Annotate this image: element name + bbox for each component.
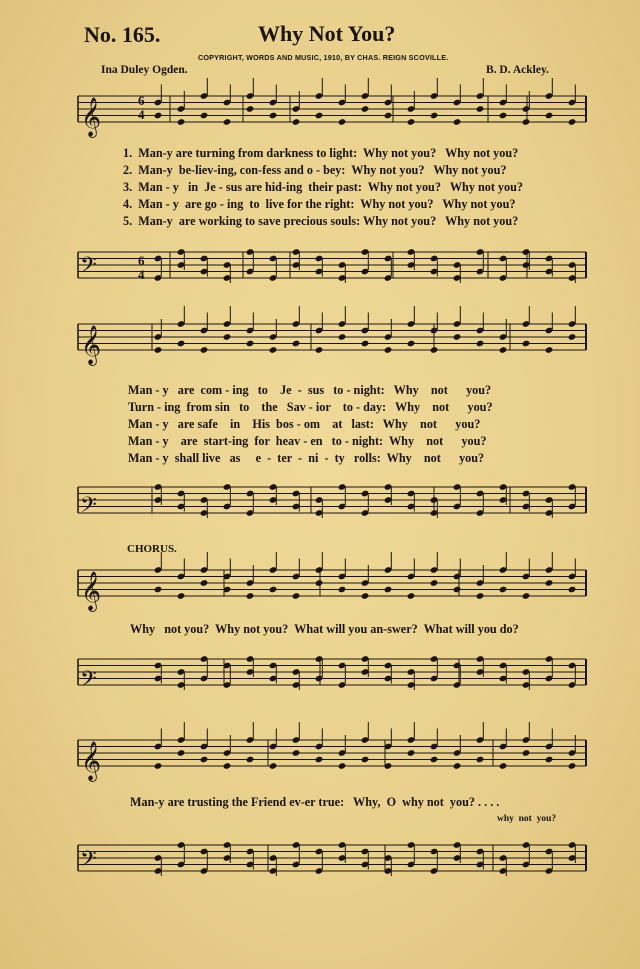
verse-line: Man - y are start-ing for heav - en to - night: Why not you? [128, 434, 487, 448]
notehead [223, 762, 232, 770]
notehead [246, 756, 255, 764]
verse-line: Man - y shall live as e - ter - ni - ty rolls: Why not you? [128, 451, 485, 465]
notehead [223, 333, 232, 341]
notehead [430, 579, 439, 587]
notehead [453, 762, 462, 770]
notehead [246, 105, 255, 113]
notehead [361, 592, 370, 600]
notehead [384, 346, 393, 354]
notehead [315, 112, 324, 120]
notehead [476, 105, 485, 113]
notehead [338, 762, 347, 770]
notehead [476, 592, 485, 600]
notehead [223, 118, 232, 126]
copyright-notice: COPYRIGHT, WORDS AND MUSIC, 1910, BY CHAS. REIGN SCOVILLE. [198, 53, 449, 62]
chorus-line: Man-y are trusting the Friend ev-er true: Why, O why not you? . . . . [130, 795, 500, 809]
verse-line: Man - y are com - ing to Je - sus to - night: Why not you? [128, 383, 492, 397]
composer-credit: B. D. Ackley. [486, 64, 549, 76]
bass-clef-icon: 𝄢 [80, 493, 97, 523]
time-signature-top: 6 [138, 253, 145, 268]
notehead [154, 762, 163, 770]
time-signature-bottom: 4 [138, 107, 145, 122]
notehead [522, 118, 531, 126]
notehead [499, 112, 508, 120]
notehead [499, 586, 508, 594]
notehead [200, 346, 209, 354]
treble-clef-icon: 𝄞 [81, 97, 102, 137]
notehead [476, 340, 485, 348]
notehead [292, 592, 301, 600]
notehead [269, 586, 278, 594]
notehead [292, 340, 301, 348]
time-signature-top: 6 [138, 93, 145, 108]
notehead [269, 346, 278, 354]
notehead [476, 756, 485, 764]
notehead [568, 586, 577, 594]
notehead [177, 118, 186, 126]
notehead [407, 118, 416, 126]
notehead [499, 762, 508, 770]
chorus-line: Why not you? Why not you? What will you an-swer? What will you do? [130, 622, 519, 636]
notehead [568, 762, 577, 770]
treble-clef-icon: 𝄞 [81, 325, 102, 365]
time-signature-bottom: 4 [138, 267, 145, 282]
notehead [269, 112, 278, 120]
echo-lyric: why not you? [497, 814, 557, 824]
notehead [338, 333, 347, 341]
notehead [430, 112, 439, 120]
notehead [453, 333, 462, 341]
notehead [430, 346, 439, 354]
notehead [200, 579, 209, 587]
notehead [292, 749, 301, 757]
notehead [338, 586, 347, 594]
hymn-number: No. 165. [84, 22, 161, 47]
verse-line: 3. Man - y in Je - sus are hid-ing their past: Why not you? Why not you? [123, 180, 523, 194]
bass-clef-icon: 𝄢 [80, 667, 97, 697]
notehead [407, 749, 416, 757]
hymn-title: Why Not You? [258, 21, 396, 46]
notehead [545, 579, 554, 587]
notehead [407, 592, 416, 600]
chorus-label: CHORUS. [127, 543, 177, 555]
notehead [154, 346, 163, 354]
verse-line: 4. Man - y are go - ing to live for the right: Why not you? Why not you? [123, 197, 516, 211]
notehead [522, 592, 531, 600]
notehead [246, 592, 255, 600]
notehead [292, 118, 301, 126]
notehead [338, 118, 347, 126]
notehead [384, 586, 393, 594]
verse-line: Man - y are safe in His bos - om at last: Why not you? [128, 417, 481, 431]
notehead [430, 756, 439, 764]
notehead [315, 346, 324, 354]
notehead [545, 112, 554, 120]
notehead [177, 592, 186, 600]
notehead [269, 762, 278, 770]
verse-line: 2. Man-y be-liev-ing, con-fess and o - bey: Why not you? Why not you? [123, 163, 507, 177]
notehead [568, 118, 577, 126]
treble-clef-icon: 𝄞 [81, 571, 102, 611]
notehead [568, 333, 577, 341]
notehead [545, 756, 554, 764]
notehead [407, 340, 416, 348]
notehead [177, 340, 186, 348]
notehead [361, 756, 370, 764]
notehead [315, 756, 324, 764]
notehead [315, 579, 324, 587]
notehead [545, 346, 554, 354]
notehead [154, 586, 163, 594]
notehead [499, 346, 508, 354]
lyricist-credit: Ina Duley Ogden. [101, 64, 188, 76]
bass-clef-icon: 𝄢 [80, 847, 97, 877]
notehead [453, 586, 462, 594]
verse-line: 5. Man-y are working to save precious souls: Why not you? Why not you? [123, 214, 519, 228]
notehead [361, 340, 370, 348]
notehead [154, 112, 163, 120]
notehead [453, 118, 462, 126]
notehead [522, 340, 531, 348]
treble-clef-icon: 𝄞 [81, 741, 102, 781]
notehead [246, 340, 255, 348]
verse-line: Turn - ing from sin to the Sav - ior to - day: Why not you? [128, 400, 493, 414]
notehead [361, 105, 370, 113]
notehead [177, 749, 186, 757]
notehead [200, 112, 209, 120]
bass-clef-icon: 𝄢 [80, 253, 97, 283]
notehead [200, 756, 209, 764]
verse-line: 1. Man-y are turning from darkness to light: Why not you? Why not you? [123, 146, 519, 160]
notehead [384, 112, 393, 120]
notehead [522, 749, 531, 757]
